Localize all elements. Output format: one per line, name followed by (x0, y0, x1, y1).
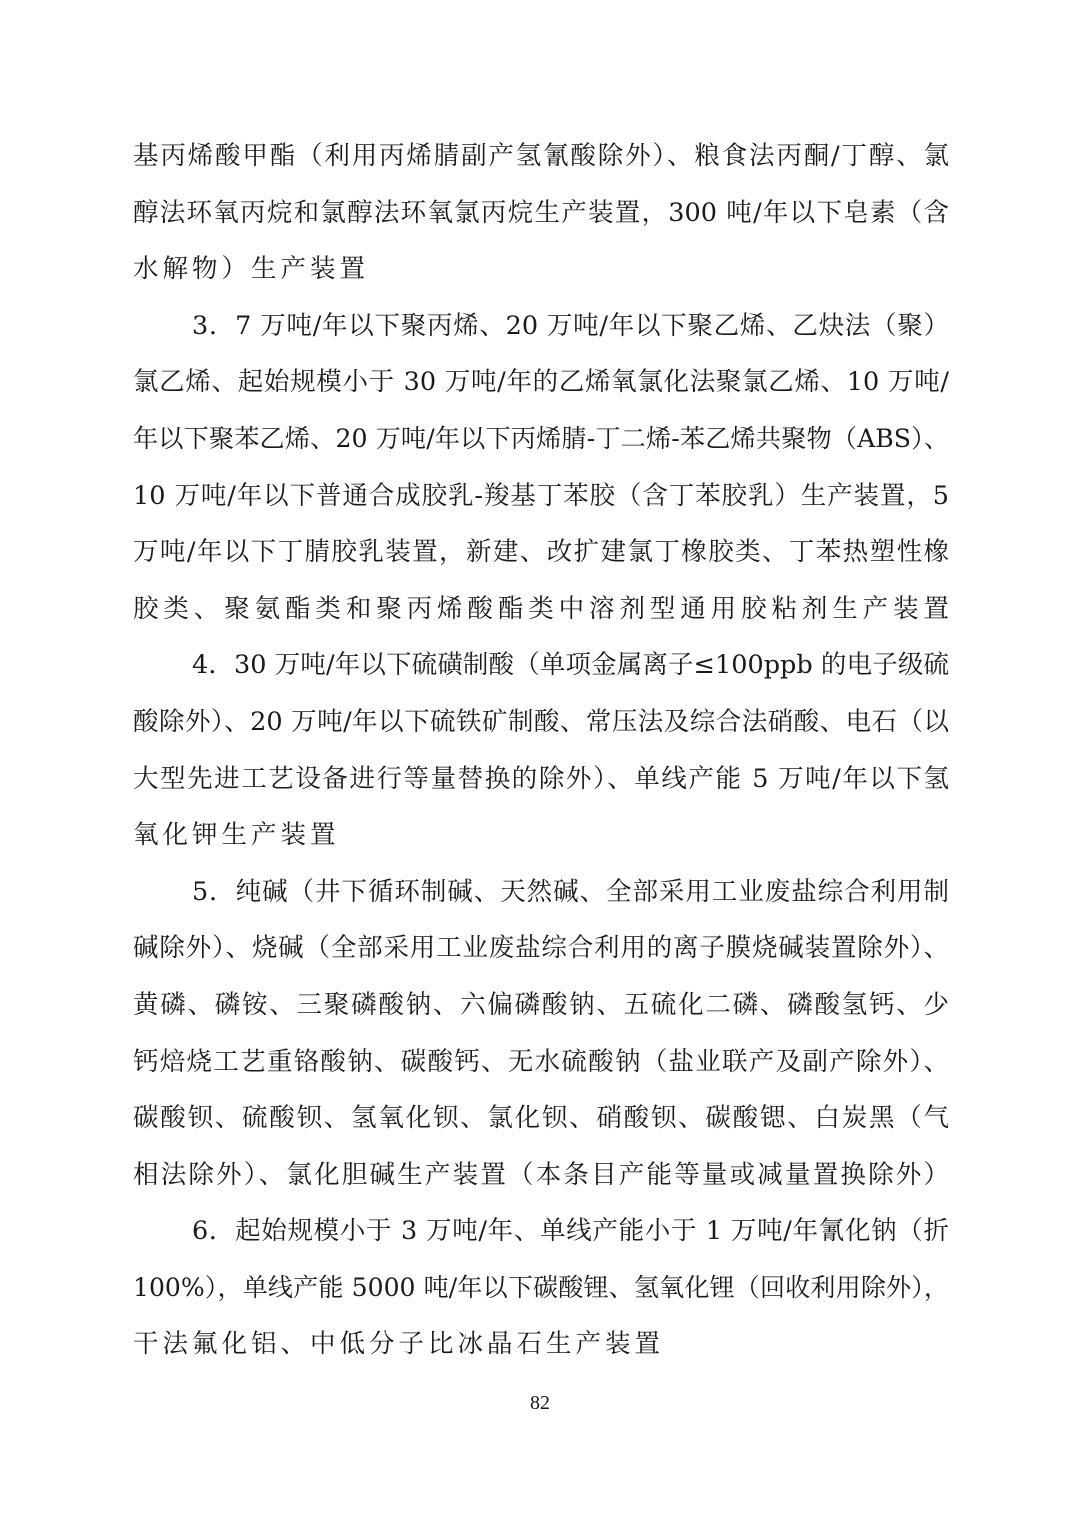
text-line: 胶类、聚氨酯类和聚丙烯酸酯类中溶剂型通用胶粘剂生产装置 (133, 593, 949, 624)
text-line: 年以下聚苯乙烯、20 万吨/年以下丙烯腈-丁二烯-苯乙烯共聚物（ABS）、 (133, 423, 949, 453)
text-line: 醇法环氧丙烷和氯醇法环氧氯丙烷生产装置，300 吨/年以下皂素（含 (133, 197, 949, 228)
text-line: 钙焙烧工艺重铬酸钠、碳酸钙、无水硫酸钠（盐业联产及副产除外）、 (133, 1046, 949, 1077)
text-line: 酸除外）、20 万吨/年以下硫铁矿制酸、常压法及综合法硝酸、电石（以 (133, 706, 949, 737)
text-line: 基丙烯酸甲酯（利用丙烯腈副产氢氰酸除外）、粮食法丙酮/丁醇、氯 (133, 141, 949, 171)
text-line: 碱除外）、烧碱（全部采用工业废盐综合利用的离子膜烧碱装置除外）、 (133, 933, 949, 964)
text-line: 氯乙烯、起始规模小于 30 万吨/年的乙烯氧氯化法聚氯乙烯、10 万吨/ (133, 367, 949, 398)
text-line: 水解物）生产装置 (133, 254, 370, 285)
text-line: 100%），单线产能 5000 吨/年以下碳酸锂、氢氧化锂（回收利用除外）， (133, 1272, 949, 1302)
text-line: 黄磷、磷铵、三聚磷酸钠、六偏磷酸钠、五硫化二磷、磷酸氢钙、少 (133, 989, 949, 1020)
text-line: 碳酸钡、硫酸钡、氢氧化钡、氯化钡、硝酸钡、碳酸锶、白炭黑（气 (133, 1103, 949, 1134)
page-number: 82 (530, 1392, 550, 1414)
text-line: 万吨/年以下丁腈胶乳装置，新建、改扩建氯丁橡胶类、丁苯热塑性橡 (133, 537, 949, 568)
paragraph-6-first-line: 6．起始规模小于 3 万吨/年、单线产能小于 1 万吨/年氰化钠（折 (192, 1216, 949, 1247)
body-text (133, 128, 949, 1373)
text-line: 氧化钾生产装置 (133, 820, 340, 851)
text-line: 干法氟化铝、中低分子比冰晶石生产装置 (133, 1329, 665, 1360)
paragraph-3-first-line: 3．7 万吨/年以下聚丙烯、20 万吨/年以下聚乙烯、乙炔法（聚） (192, 310, 949, 341)
paragraph-5-first-line: 5．纯碱（井下循环制碱、天然碱、全部采用工业废盐综合利用制 (192, 876, 949, 907)
paragraph-4-first-line: 4．30 万吨/年以下硫磺制酸（单项金属离子≤100ppb 的电子级硫 (192, 650, 949, 681)
text-line: 大型先进工艺设备进行等量替换的除外）、单线产能 5 万吨/年以下氢 (133, 763, 949, 794)
text-line: 相法除外）、氯化胆碱生产装置（本条目产能等量或减量置换除外） (133, 1159, 949, 1190)
text-line: 10 万吨/年以下普通合成胶乳-羧基丁苯胶（含丁苯胶乳）生产装置，5 (133, 480, 949, 511)
